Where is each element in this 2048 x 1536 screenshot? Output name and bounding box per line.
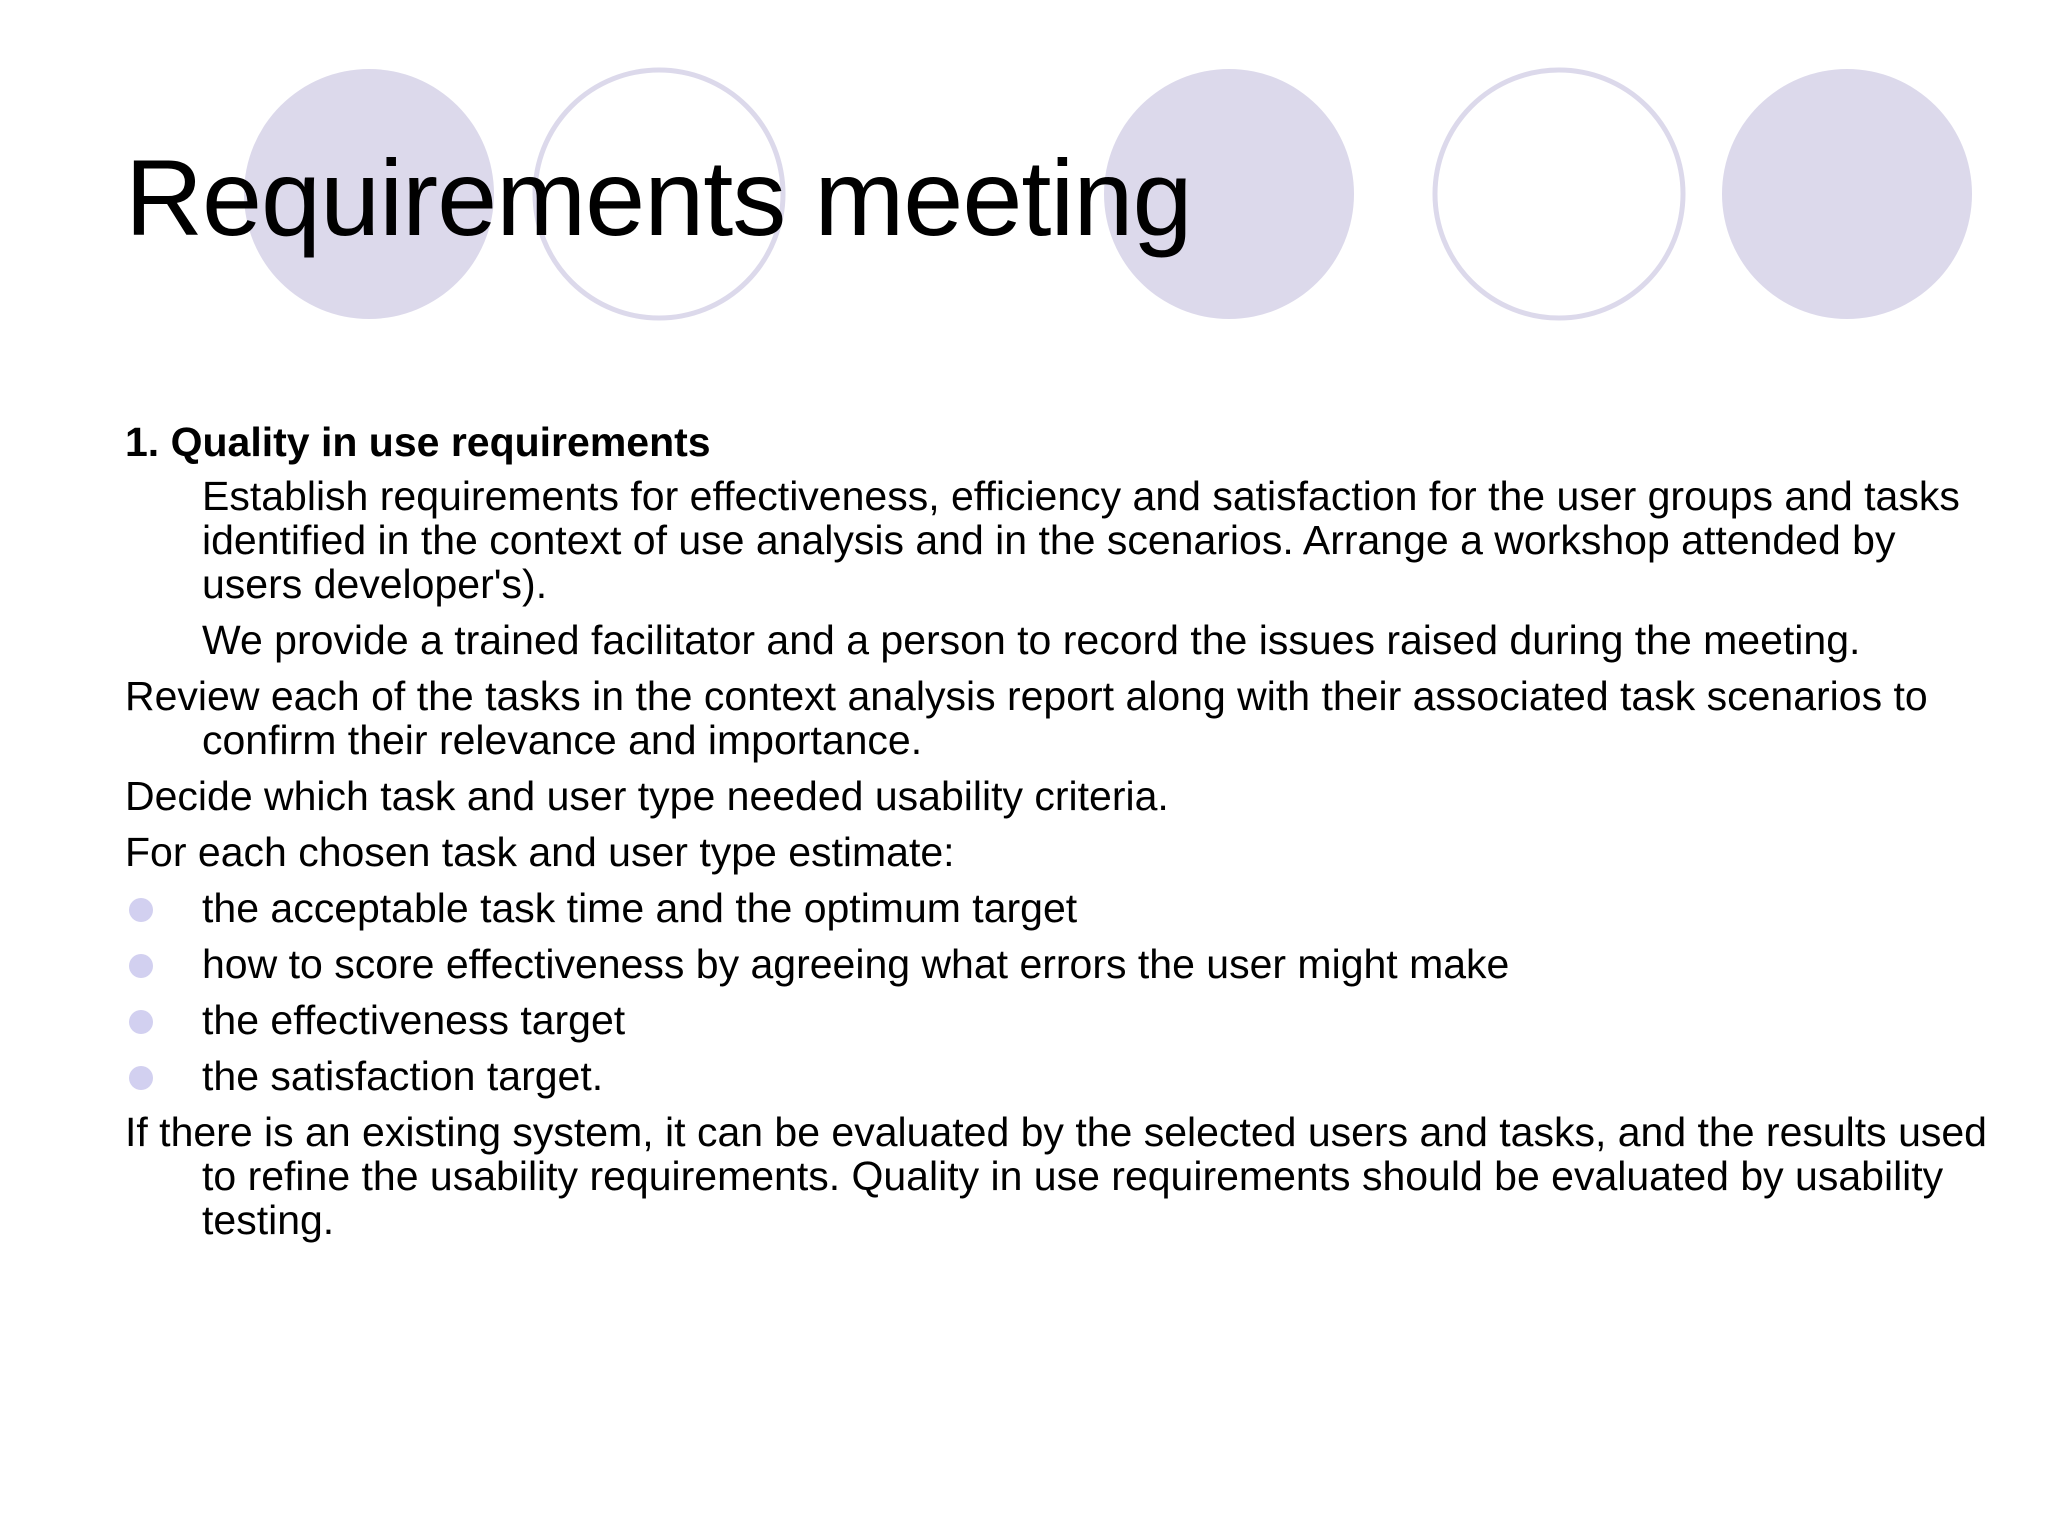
bullet-item bbox=[125, 998, 1995, 1042]
filled-circle bbox=[1722, 69, 1972, 319]
bullet-dot-icon bbox=[129, 898, 153, 922]
paragraph-establish: Establish requirements for effectiveness, efficiency and satisfaction for the user groups and tasks identified in the context of use analysis and in the scenarios. Arrange a workshop attended by users developer's). bbox=[202, 473, 1960, 607]
paragraph-review: Review each of the tasks in the context analysis report along with their associated task scenarios to confirm their relevance and importance. bbox=[125, 673, 1928, 763]
bullet-text: how to score effectiveness by agreeing what errors the user might make bbox=[202, 941, 1510, 987]
bullet-dot-icon bbox=[129, 1010, 153, 1034]
section-heading: 1. Quality in use requirements bbox=[125, 419, 711, 465]
bullet-item bbox=[125, 1054, 1995, 1098]
paragraph-facilitator: We provide a trained facilitator and a person to record the issues raised during the meeting. bbox=[202, 617, 1861, 663]
bullet-dot-icon bbox=[129, 954, 153, 978]
slide-title: Requirements meeting bbox=[125, 137, 1192, 258]
bullet-text: the acceptable task time and the optimum target bbox=[202, 885, 1078, 931]
bullet-text: the satisfaction target. bbox=[202, 1053, 604, 1099]
paragraph-decide: Decide which task and user type needed usability criteria. bbox=[125, 773, 1169, 819]
slide-body bbox=[125, 420, 1995, 1254]
bullet-dot-icon bbox=[129, 1066, 153, 1090]
bullet-text: the effectiveness target bbox=[202, 997, 626, 1043]
paragraph-existing-system: If there is an existing system, it can be evaluated by the selected users and tasks, and the results used to refine the usability requirements. Quality in use requirements should be evaluated by usability testing. bbox=[125, 1109, 1987, 1243]
bullet-item bbox=[125, 942, 1995, 986]
estimate-bullet-list bbox=[125, 886, 1995, 1098]
bullet-item bbox=[125, 886, 1995, 930]
paragraph-estimate-intro: For each chosen task and user type estimate: bbox=[125, 829, 955, 875]
outline-circle bbox=[1435, 70, 1683, 318]
